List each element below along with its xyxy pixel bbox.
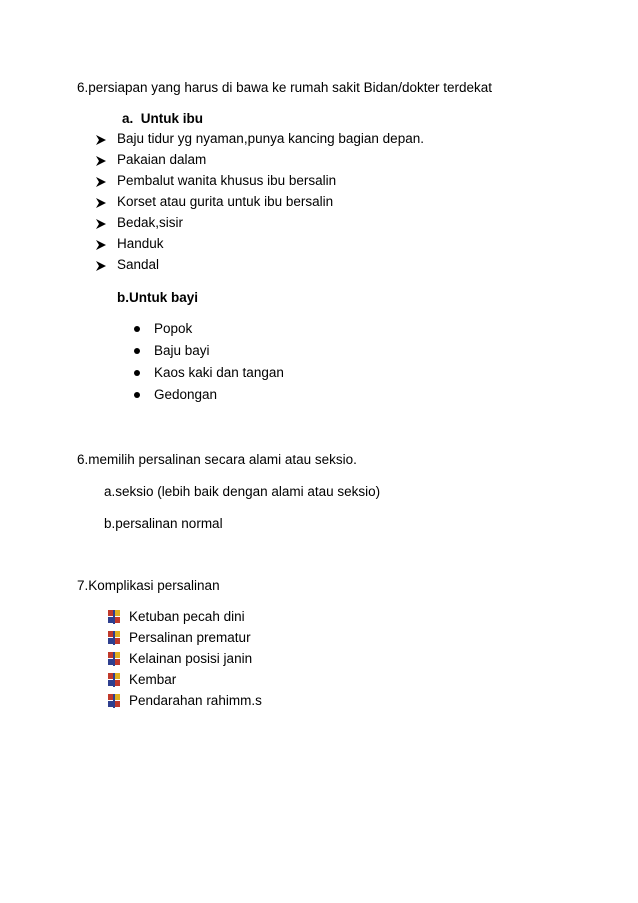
list-item-text: Kelainan posisi janin [129,651,253,666]
section-heading-komplikasi: 7.Komplikasi persalinan [77,578,220,593]
list-item-text: Gedongan [154,387,218,402]
arrowhead-bullet-icon [95,134,107,146]
arrowhead-bullet-icon [95,176,107,188]
four-color-flag-bullet-icon [108,694,120,708]
list-item-text: Baju tidur yg nyaman,punya kancing bagian depan. [117,131,424,146]
round-bullet-icon [134,326,140,332]
list-item-text: Bedak,sisir [117,215,184,230]
round-bullet-icon [134,348,140,354]
list-item-text: Kembar [129,672,177,687]
arrowhead-bullet-icon [95,197,107,209]
list-item-text: Ketuban pecah dini [129,609,245,624]
list-item-text: Pembalut wanita khusus ibu bersalin [117,173,337,188]
list-item-text: Kaos kaki dan tangan [154,365,284,380]
list-item-text: Baju bayi [154,343,210,358]
option-seksio: a.seksio (lebih baik dengan alami atau seksio) [104,484,381,499]
arrowhead-bullet-icon [95,155,107,167]
list-item-text: Popok [154,321,193,336]
subheading-untuk-ibu [122,110,203,128]
subheading-title: Untuk ibu [140,111,204,126]
arrowhead-bullet-icon [95,239,107,251]
subheading-marker: a. [122,111,134,126]
list-item-text: Sandal [117,257,160,272]
arrowhead-bullet-icon [95,260,107,272]
four-color-flag-bullet-icon [108,610,120,624]
list-item-text: Korset atau gurita untuk ibu bersalin [117,194,334,209]
four-color-flag-bullet-icon [108,631,120,645]
arrowhead-bullet-icon [95,218,107,230]
section-heading-memilih-persalinan: 6.memilih persalinan secara alami atau seksio. [77,452,357,467]
round-bullet-icon [134,370,140,376]
round-bullet-icon [134,392,140,398]
section-heading-persiapan: 6.persiapan yang harus di bawa ke rumah sakit Bidan/dokter terdekat [77,80,492,95]
option-persalinan-normal: b.persalinan normal [104,516,223,531]
list-item-text: Handuk [117,236,164,251]
list-item-text: Pakaian dalam [117,152,207,167]
subheading-untuk-bayi: b.Untuk bayi [117,290,199,305]
list-item-text: Persalinan prematur [129,630,251,645]
list-item-text: Pendarahan rahimm.s [129,693,262,708]
four-color-flag-bullet-icon [108,673,120,687]
four-color-flag-bullet-icon [108,652,120,666]
